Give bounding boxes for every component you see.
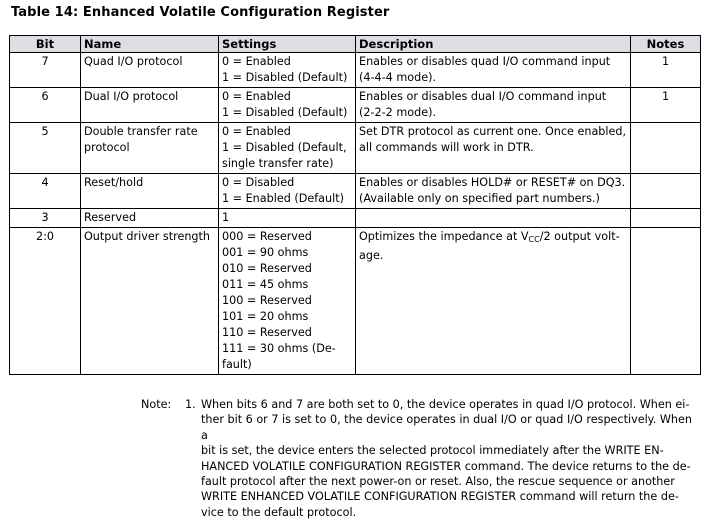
cell-bit: 5 bbox=[10, 123, 81, 174]
cell-bit: 6 bbox=[10, 88, 81, 123]
description-line: Set DTR protocol as current one. Once enabled, bbox=[359, 125, 627, 138]
cell-bit: 2:0 bbox=[10, 228, 81, 375]
cell-settings bbox=[219, 123, 356, 174]
cell-notes bbox=[631, 123, 701, 174]
name-line: Output driver strength bbox=[84, 230, 211, 243]
note-number: 1. bbox=[185, 398, 196, 411]
setting-line: single transfer rate) bbox=[222, 157, 334, 170]
cell-settings bbox=[219, 53, 356, 88]
cell-notes bbox=[631, 174, 701, 209]
cell-name bbox=[81, 88, 219, 123]
cell-settings bbox=[219, 209, 356, 228]
note-line: When bits 6 and 7 are both set to 0, the device operates in quad I/O protocol. When ei- bbox=[201, 398, 690, 411]
cell-notes: 1 bbox=[631, 53, 701, 88]
table-row bbox=[10, 209, 701, 228]
description-line: Enables or disables dual I/O command input bbox=[359, 90, 607, 103]
note-line: HANCED VOLATILE CONFIGURATION REGISTER command. The device returns to the de- bbox=[201, 459, 691, 473]
description-line bbox=[359, 229, 627, 248]
description-line: Enables or disables HOLD# or RESET# on DQ3. bbox=[359, 176, 626, 189]
cell-description bbox=[356, 228, 631, 375]
setting-line: 1 = Disabled (Default, bbox=[222, 141, 347, 154]
setting-line: 010 = Reserved bbox=[222, 262, 312, 275]
setting-line: 111 = 30 ohms (De- bbox=[222, 342, 336, 355]
name-line: Reserved bbox=[84, 211, 137, 224]
setting-line: 0 = Disabled bbox=[222, 176, 295, 189]
header-bit: Bit bbox=[10, 36, 81, 53]
setting-line: 011 = 45 ohms bbox=[222, 278, 309, 291]
cell-description bbox=[356, 174, 631, 209]
cell-bit: 4 bbox=[10, 174, 81, 209]
table-row bbox=[10, 53, 701, 88]
setting-line: 1 = Disabled (Default) bbox=[222, 71, 348, 84]
cell-notes bbox=[631, 228, 701, 375]
note-label: Note: bbox=[141, 398, 172, 411]
note-line: bit is set, the device enters the selected protocol immediately after the WRITE EN- bbox=[201, 444, 664, 458]
setting-line: 1 = Disabled (Default) bbox=[222, 106, 348, 119]
cell-description bbox=[356, 53, 631, 88]
description-text-pre: Optimizes the impedance at V bbox=[359, 230, 529, 243]
table-row bbox=[10, 123, 701, 174]
setting-line: fault) bbox=[222, 358, 252, 371]
description-text-post: /2 output volt- bbox=[539, 230, 620, 243]
note-line: WRITE ENHANCED VOLATILE CONFIGURATION REGISTER command will return the de- bbox=[201, 490, 679, 504]
vcc-subscript: CC bbox=[528, 235, 540, 244]
name-line: Reset/hold bbox=[84, 176, 144, 189]
cell-bit: 7 bbox=[10, 53, 81, 88]
setting-line: 110 = Reserved bbox=[222, 326, 312, 339]
cell-name bbox=[81, 209, 219, 228]
cell-name bbox=[81, 123, 219, 174]
cell-description bbox=[356, 123, 631, 174]
cell-settings bbox=[219, 88, 356, 123]
setting-line: 1 bbox=[222, 211, 230, 224]
cell-description bbox=[356, 88, 631, 123]
table-title: Table 14: Enhanced Volatile Configuration Register bbox=[11, 5, 390, 20]
description-line: all commands will work in DTR. bbox=[359, 141, 534, 154]
header-settings: Settings bbox=[219, 36, 356, 53]
cell-name bbox=[81, 174, 219, 209]
setting-line: 0 = Enabled bbox=[222, 55, 291, 68]
setting-line: 0 = Enabled bbox=[222, 90, 291, 103]
setting-line: 101 = 20 ohms bbox=[222, 310, 309, 323]
note-line: fault protocol after the next power-on or reset. Also, the rescue sequence or another bbox=[201, 475, 675, 489]
header-name: Name bbox=[81, 36, 219, 53]
description-line: (Available only on specified part numbers.) bbox=[359, 192, 600, 205]
register-table bbox=[9, 35, 701, 375]
description-line: (2-2-2 mode). bbox=[359, 106, 436, 119]
cell-settings bbox=[219, 228, 356, 375]
table-header-row bbox=[10, 36, 701, 53]
cell-notes: 1 bbox=[631, 88, 701, 123]
note-line: ther bit 6 or 7 is set to 0, the device operates in dual I/O or quad I/O respectively. When a bbox=[201, 413, 692, 442]
note-text bbox=[201, 397, 702, 520]
cell-notes bbox=[631, 209, 701, 228]
cell-description bbox=[356, 209, 631, 228]
note-line: vice to the default protocol. bbox=[201, 505, 357, 519]
table-row bbox=[10, 228, 701, 375]
table-row bbox=[10, 174, 701, 209]
name-line: Dual I/O protocol bbox=[84, 90, 179, 103]
header-notes: Notes bbox=[631, 36, 701, 53]
table-row bbox=[10, 88, 701, 123]
setting-line: 000 = Reserved bbox=[222, 230, 312, 243]
setting-line: 100 = Reserved bbox=[222, 294, 312, 307]
description-line: Enables or disables quad I/O command input bbox=[359, 55, 611, 68]
description-line: (4-4-4 mode). bbox=[359, 71, 436, 84]
cell-settings bbox=[219, 174, 356, 209]
name-line: protocol bbox=[84, 141, 130, 154]
description-line: age. bbox=[359, 249, 384, 262]
cell-bit: 3 bbox=[10, 209, 81, 228]
setting-line: 1 = Enabled (Default) bbox=[222, 192, 344, 205]
cell-name bbox=[81, 53, 219, 88]
setting-line: 0 = Enabled bbox=[222, 125, 291, 138]
name-line: Quad I/O protocol bbox=[84, 55, 183, 68]
cell-name bbox=[81, 228, 219, 375]
name-line: Double transfer rate bbox=[84, 125, 198, 138]
header-description: Description bbox=[356, 36, 631, 53]
setting-line: 001 = 90 ohms bbox=[222, 246, 309, 259]
